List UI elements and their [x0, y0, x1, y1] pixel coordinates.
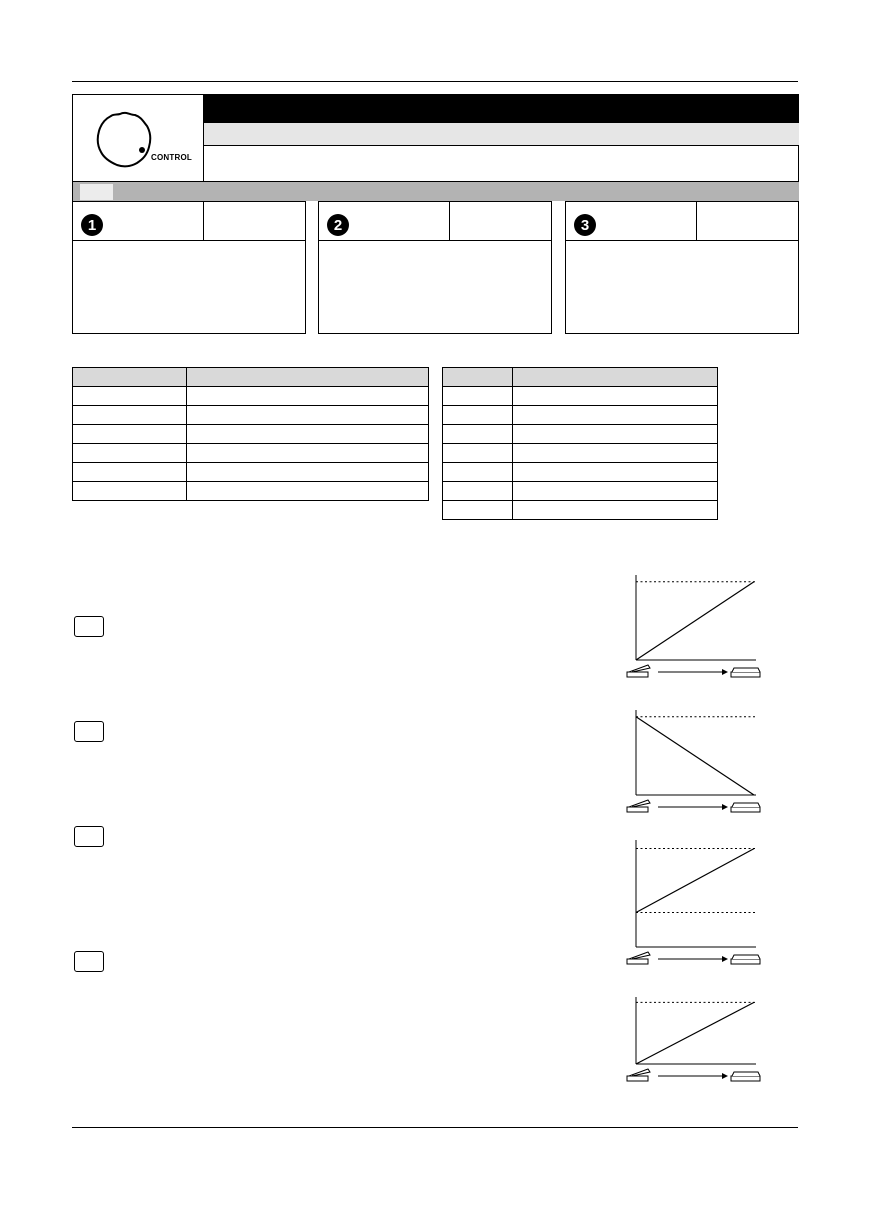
table-row: [443, 444, 718, 463]
right-table: [442, 367, 718, 520]
setting-panel-2: [318, 201, 552, 334]
left-table-header: [73, 368, 429, 387]
panel-3-divider: [696, 202, 697, 240]
page-top-rule: [72, 81, 798, 82]
right-table-header: [443, 368, 718, 387]
table-row: [73, 387, 429, 406]
description-cell: [204, 146, 799, 181]
response-line: [636, 1002, 754, 1064]
knob-label: CONTROL: [151, 153, 192, 162]
pedal-toe-down-icon: [731, 1072, 760, 1081]
pedal-heel-down-icon: [627, 1069, 650, 1081]
arrow-head-icon: [722, 669, 728, 675]
pedal-heel-down-icon: [627, 800, 650, 812]
pedal-toe-down-icon: [731, 803, 760, 812]
title-bar: [204, 95, 799, 123]
svg-text:1: 1: [87, 217, 97, 234]
circled-number-1-icon: [80, 213, 104, 237]
pedal-heel-down-icon: [627, 952, 650, 964]
mode-badge-1: [74, 616, 104, 637]
table-row: [443, 463, 718, 482]
panel-3-header-line: [566, 240, 798, 241]
pedal-chart-3: [620, 835, 780, 970]
table-row: [443, 406, 718, 425]
table-row: [73, 425, 429, 444]
arrow-head-icon: [722, 1073, 728, 1079]
table-row: [443, 501, 718, 520]
mode-badge-4: [74, 951, 104, 972]
table-row: [73, 406, 429, 425]
knob-cell: [73, 95, 204, 181]
mode-badge-2: [74, 721, 104, 742]
effect-header: [72, 94, 799, 201]
pedal-chart-1: [620, 570, 780, 685]
page-bottom-rule: [72, 1127, 798, 1128]
circled-number-2-icon: [326, 213, 350, 237]
table-row: [73, 463, 429, 482]
panel-2-divider: [449, 202, 450, 240]
section-bar: [73, 181, 799, 201]
mode-badge-3: [74, 826, 104, 847]
pedal-chart-2: [620, 705, 780, 820]
setting-panel-3: [565, 201, 799, 334]
response-line: [636, 849, 754, 913]
control-knob-icon: [73, 95, 204, 181]
table-row: [443, 387, 718, 406]
table-row: [443, 425, 718, 444]
svg-text:2: 2: [333, 217, 343, 234]
pedal-toe-down-icon: [731, 955, 760, 964]
subtitle-bar: [204, 123, 799, 146]
circled-number-3-icon: [573, 213, 597, 237]
table-row: [443, 482, 718, 501]
svg-text:3: 3: [580, 217, 590, 234]
arrow-head-icon: [722, 804, 728, 810]
table-row: [73, 482, 429, 501]
left-table: [72, 367, 429, 501]
panel-1-header-line: [73, 240, 305, 241]
pedal-toe-down-icon: [731, 668, 760, 677]
pedal-chart-4: [620, 992, 780, 1087]
pedal-heel-down-icon: [627, 665, 650, 677]
response-line: [636, 582, 754, 660]
panel-1-divider: [203, 202, 204, 240]
section-tab: [80, 184, 113, 200]
panel-2-header-line: [319, 240, 551, 241]
response-line: [636, 717, 754, 795]
table-row: [73, 444, 429, 463]
setting-panel-1: [72, 201, 306, 334]
arrow-head-icon: [722, 956, 728, 962]
